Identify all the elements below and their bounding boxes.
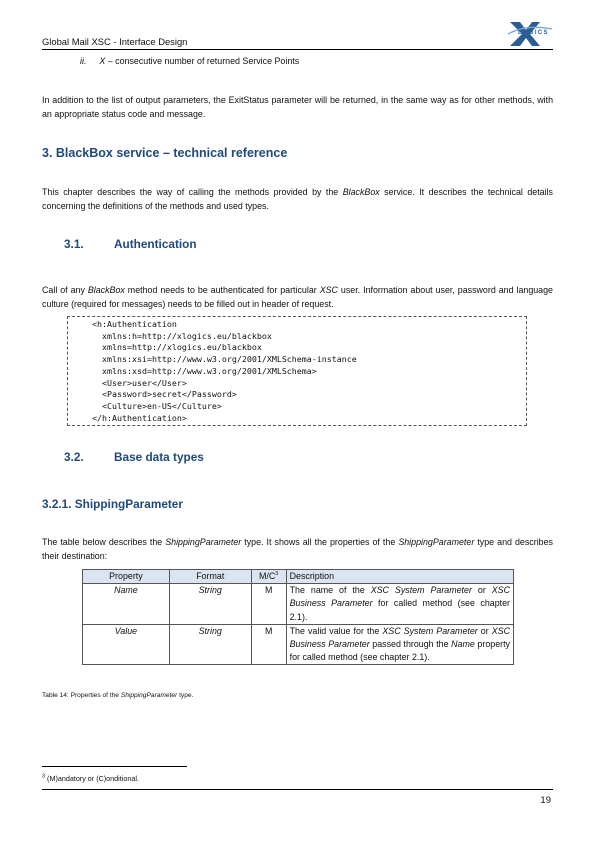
- section-3-2-number: 3.2.: [64, 450, 84, 464]
- list-item-ii: [80, 55, 299, 69]
- header-format: Format: [169, 570, 251, 584]
- logo-text: LOGICS: [518, 30, 549, 36]
- table-row: [83, 624, 514, 665]
- footer-rule: [42, 789, 553, 790]
- section-3-intro: This chapter describes the way of calling the methods provided by the BlackBox service. It describes the technical details concerning the definitions of the methods and used types.: [42, 187, 553, 211]
- section-3-1-number: 3.1.: [64, 237, 84, 251]
- header-title: Global Mail XSC - Interface Design: [42, 36, 188, 47]
- cell-description: The valid value for the XSC System Parameter or XSC Business Parameter passed through the Name property for called method (see chapter 2.1).: [286, 624, 513, 665]
- header-property: Property: [83, 570, 170, 584]
- table-row: [83, 584, 514, 625]
- table-caption: Table 14: Properties of the ShippingParameter type.: [42, 692, 194, 699]
- code-block-authentication: <h:Authentication xmlns:h=http://xlogics.eu/blackbox xmlns=http://xlogics.eu/blackbox xmlns:xsi=http://www.w3.org/2001/XMLSchema-instance xmlns:xsd=http://www.w3.org/2001/XMLSchema> <User>user</User> <Password>secret</Password> <Culture>en-US</Culture> </h:Authentication>: [67, 316, 527, 426]
- paragraph-exitstatus: In addition to the list of output parameters, the ExitStatus parameter will be returned, in the same way as for other methods, with an appropriate status code and message.: [42, 95, 553, 119]
- section-3-1-title: Authentication: [114, 237, 197, 251]
- header-rule: [42, 49, 553, 50]
- shipping-parameter-table: [82, 569, 514, 665]
- cell-description: The name of the XSC System Parameter or XSC Business Parameter for called method (see chapter 2.1).: [286, 584, 513, 625]
- page-number: 19: [540, 795, 551, 806]
- cell-format: String: [169, 624, 251, 665]
- list-text: – consecutive number of returned Service Points: [105, 56, 300, 66]
- cell-format: String: [169, 584, 251, 625]
- section-3-heading: 3. BlackBox service – technical reference: [42, 146, 288, 160]
- section-3-1-text: Call of any BlackBox method needs to be authenticated for particular XSC user. Information about user, password and language culture (required for messages) needs to be filled out in header of request.: [42, 285, 553, 309]
- cell-mc: M: [251, 624, 286, 665]
- list-var: X: [99, 56, 106, 66]
- section-3-2-title: Base data types: [114, 450, 204, 464]
- section-3-2-1-heading: 3.2.1. ShippingParameter: [42, 497, 183, 511]
- footnote: $^3$ (M)andatory or (C)onditional.: [42, 773, 139, 783]
- list-numeral: ii.: [80, 56, 87, 66]
- footnote-rule: [42, 766, 187, 767]
- table-header-row: [83, 570, 514, 584]
- header-description: Description: [286, 570, 513, 584]
- cell-property: Value: [83, 624, 170, 665]
- section-3-2-1-text: The table below describes the ShippingParameter type. It shows all the properties of the ShippingParameter type and describes their destination:: [42, 537, 553, 561]
- cell-property: Name: [83, 584, 170, 625]
- cell-mc: M: [251, 584, 286, 625]
- header-mc: $M/C^3$: [251, 570, 286, 584]
